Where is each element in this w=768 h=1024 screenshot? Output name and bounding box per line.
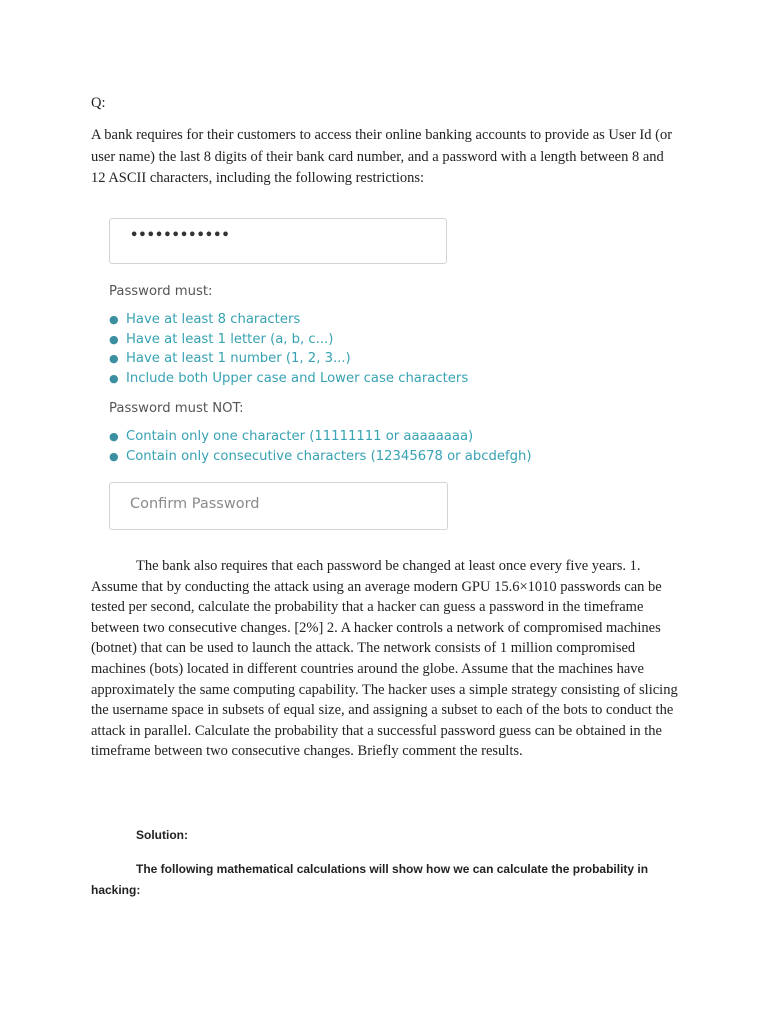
must-item: ● Have at least 1 number (1, 2, 3...) (109, 349, 531, 369)
confirm-password-placeholder: Confirm Password (130, 496, 260, 512)
password-field[interactable] (109, 218, 447, 264)
must-heading: Password must: (109, 284, 213, 299)
bullet-icon: ● (109, 449, 119, 463)
must-item: ● Have at least 8 characters (109, 310, 531, 330)
must-item: ● Have at least 1 letter (a, b, c...) (109, 330, 531, 350)
body-paragraph: The bank also requires that each password be changed at least once every five years. 1. Assume that by conducting the attack using an average modern GPU 15.6×1010 passwords can be tested per second, calculate the probability that a hacker can guess a password in the timeframe between two consecutive changes. [2%] 2. A hacker controls a network of compromised machines (botnet) that can be used to launch the attack. The network consists of 1 million compromised machines (bots) located in different countries around the globe. Assume that the machines have approximately the same computing capability. The hacker uses a simple strategy consisting of slicing the username space in subsets of equal size, and assigning a subset to each of the bots to conduct the attack in parallel. Calculate the probability that a successful password guess can be obtained in the timeframe between two consecutive changes. Briefly comment the results. (91, 558, 678, 760)
intro-paragraph: A bank requires for their customers to access their online banking accounts to provide as User Id (or user name) the last 8 digits of their bank card number, and a password with a length between 8 and 12 ASCII characters, including the following restrictions: (91, 127, 673, 186)
must-item: ● Include both Upper case and Lower case characters (109, 369, 531, 389)
must-not-heading: Password must NOT: (109, 401, 244, 416)
bullet-icon: ● (109, 352, 119, 365)
bullet-icon: ● (109, 430, 119, 443)
must-not-list (109, 427, 531, 466)
password-rules (109, 282, 531, 466)
must-not-item: ● Contain only one character (11111111 or aaaaaaaa) (109, 427, 531, 447)
solution-title: Solution: (136, 828, 188, 842)
must-list (109, 310, 531, 388)
password-value: •••••••••••• (130, 228, 230, 243)
bullet-icon: ● (109, 371, 119, 385)
bullet-icon: ● (109, 332, 119, 346)
question-label: Q: (91, 95, 106, 111)
confirm-password-field[interactable] (109, 482, 448, 530)
solution-text: The following mathematical calculations will show how we can calculate the probability in hacking: (91, 862, 649, 897)
must-not-item: ● Contain only consecutive characters (12345678 or abcdefgh) (109, 447, 531, 467)
bullet-icon: ● (109, 313, 119, 326)
